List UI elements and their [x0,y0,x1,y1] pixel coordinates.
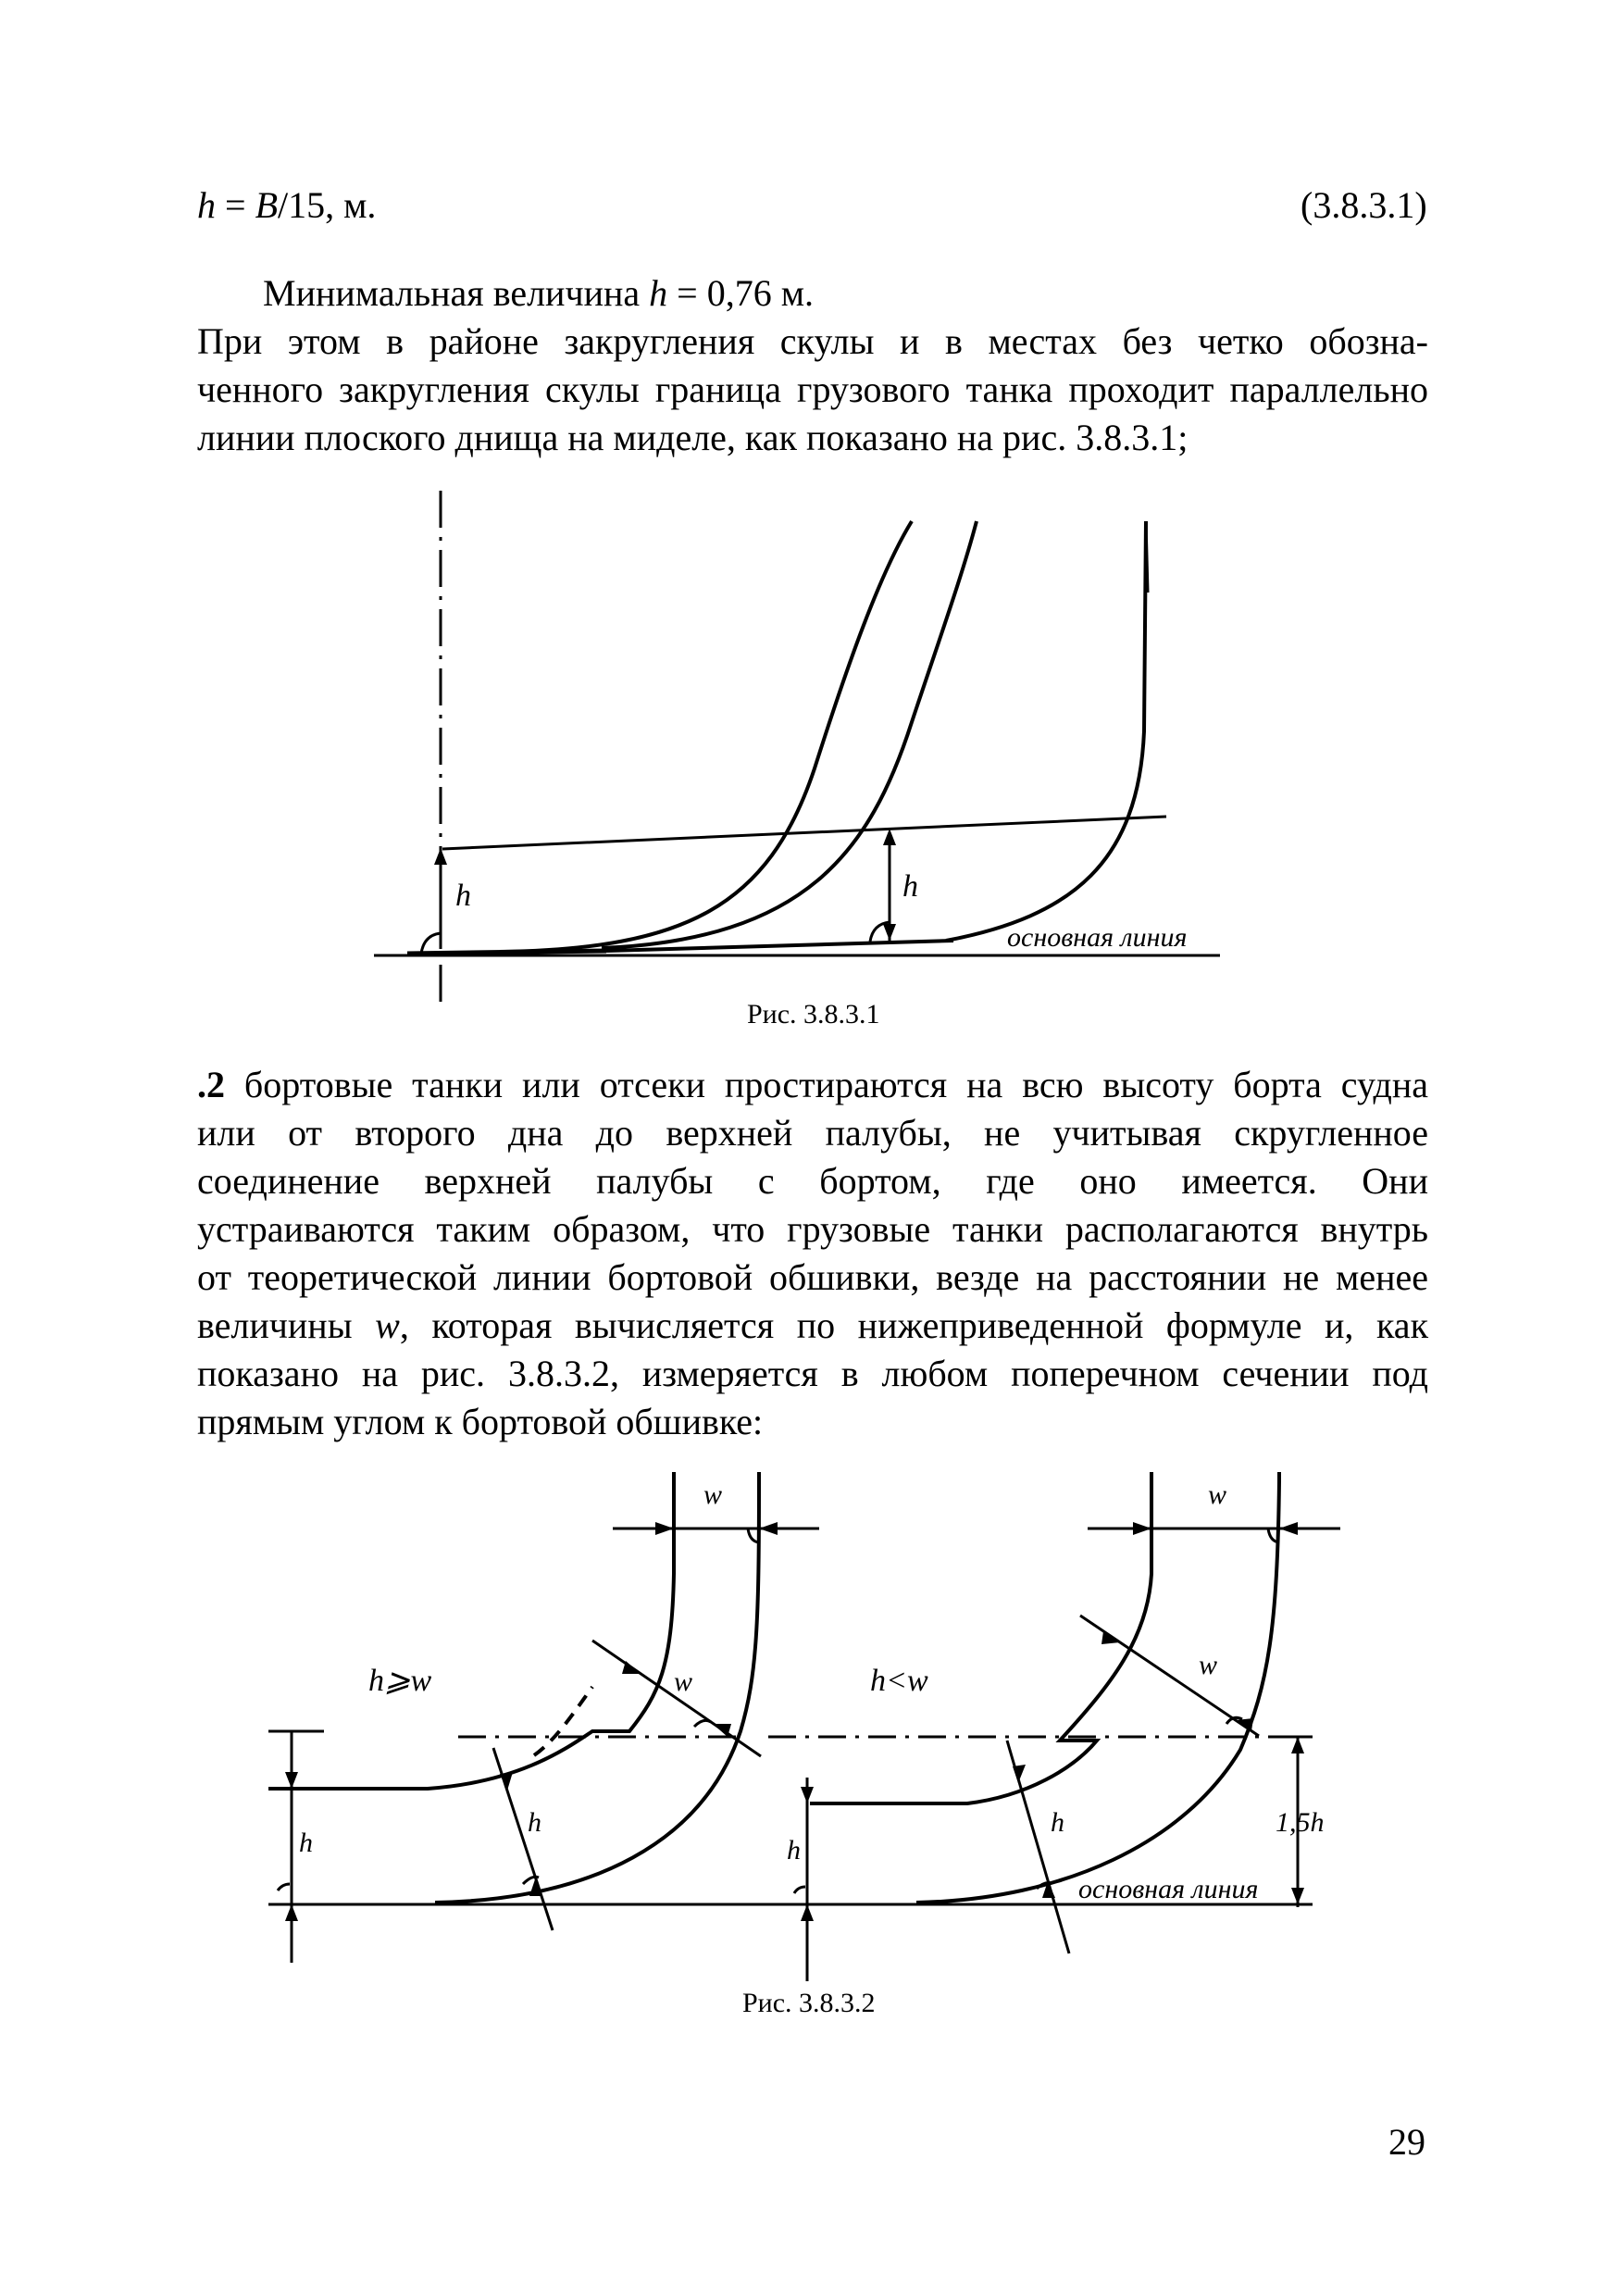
side-tanks-line-7: показано на рис. 3.8.3.2, измеряется в любом поперечном сечении под [197,1353,1428,1394]
fig1-label-h-left: h [455,879,471,913]
fig2-left-condition: h⩾w [368,1664,432,1698]
fig2-left-w-top: w [703,1479,723,1510]
side-tanks-line-5: от теоретической линии бортовой обшивки, везде на расстоянии не менее [197,1256,1428,1298]
fig2-left-w-diag: w [674,1666,693,1697]
fig2-right-h-15: 1,5h [1276,1807,1325,1838]
formula-expression: h = B/15, м. [197,184,377,226]
bilge-text-line-2: ченного закругления скулы граница грузового танка проходит параллельно [197,368,1428,410]
fig2-right-h-diag: h [1051,1807,1064,1838]
figure2-caption: Рис. 3.8.3.2 [742,1988,876,2018]
bilge-text-line-1: При этом в районе закругления скулы и в местах без четко обозна- [197,320,1428,362]
side-tanks-line-4: устраиваются таким образом, что грузовые танки располагаются внутрь [197,1208,1428,1250]
side-tanks-line-8: прямым углом к бортовой обшивке: [197,1401,764,1442]
figure1-caption: Рис. 3.8.3.1 [747,999,880,1029]
fig2-right-h-side: h [787,1835,801,1866]
min-value-text: Минимальная величина h = 0,76 м. [263,272,815,314]
fig2-left-h-side: h [299,1828,313,1858]
fig1-label-h-right: h [902,869,918,904]
formula-number: (3.8.3.1) [1301,184,1427,226]
fig2-right-w-diag: w [1199,1650,1218,1680]
side-tanks-line-2: или от второго дна до верхней палубы, не учитывая скругленное [197,1112,1428,1154]
bilge-text-line-3: линии плоского днища на миделе, как показано на рис. 3.8.3.1; [197,417,1189,458]
fig1-label-baseline: основная линия [1007,922,1188,953]
page-number: 29 [1388,2121,1425,2163]
side-tanks-line-1: .2 бортовые танки или отсеки простираются на всю высоту борта судна [197,1064,1428,1105]
fig2-right-w-top: w [1208,1479,1227,1510]
fig2-right-baseline: основная линия [1078,1874,1259,1904]
fig2-right-condition: h<w [870,1664,928,1698]
side-tanks-line-3: соединение верхней палубы с бортом, где оно имеется. Они [197,1160,1428,1202]
side-tanks-line-6: величины w, которая вычисляется по нижеприведенной формуле и, как [197,1304,1428,1346]
fig2-left-h-diag: h [528,1807,541,1838]
